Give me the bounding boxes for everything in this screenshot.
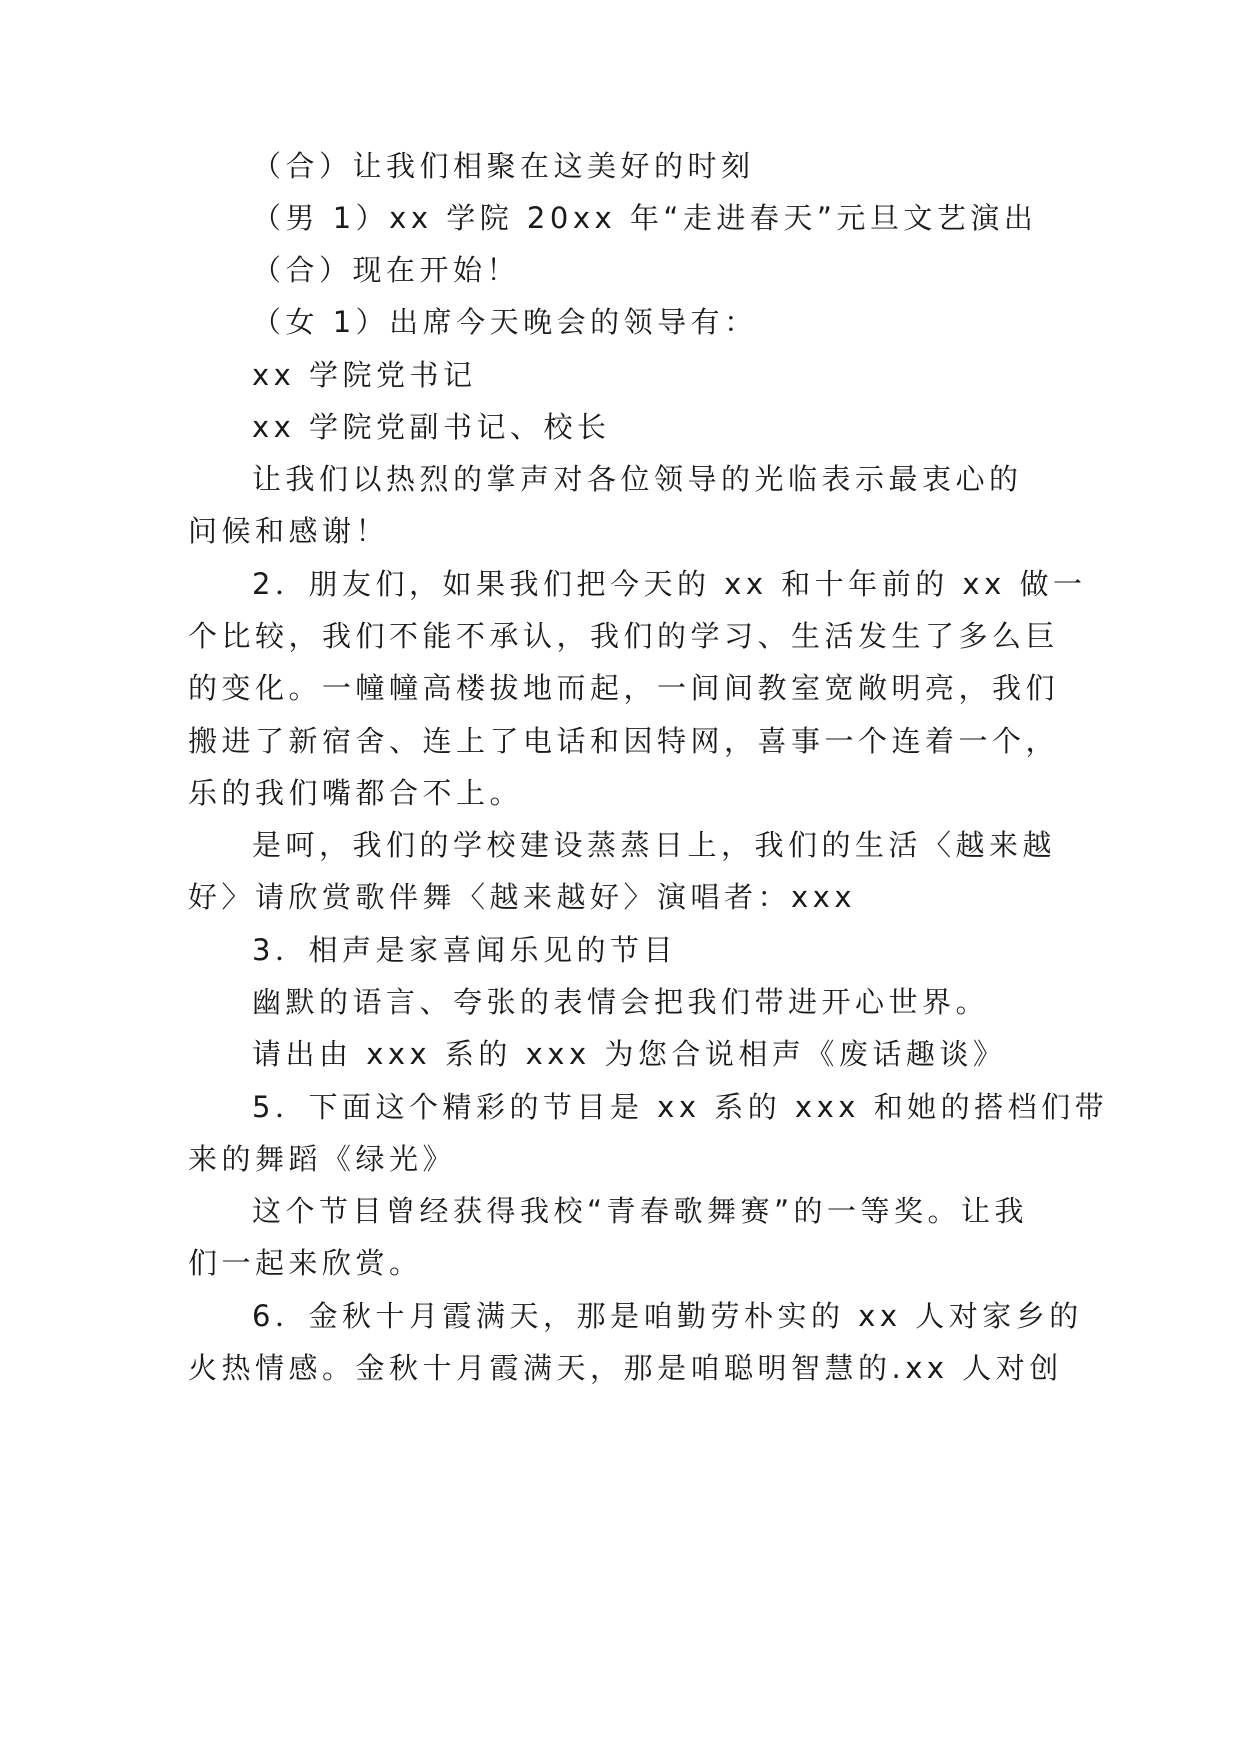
text-line: 这个节目曾经获得我校“青春歌舞赛”的一等奖。让我 (252, 1194, 1029, 1228)
text-line: 是呵，我们的学校建设蒸蒸日上，我们的生活〈越来越 (252, 828, 1057, 862)
text-line: 来的舞蹈《绿光》 (188, 1142, 457, 1176)
text-line: xx 学院党副书记、校长 (252, 410, 611, 444)
text-line: 2．朋友们，如果我们把今天的 xx 和十年前的 xx 做一 (252, 567, 1087, 601)
text-line: 好〉请欣赏歌伴舞〈越来越好〉演唱者：xxx (188, 880, 856, 914)
text-line: 们一起来欣赏。 (188, 1246, 423, 1280)
text-line: 让我们以热烈的掌声对各位领导的光临表示最衷心的 (252, 462, 1023, 496)
text-line: 乐的我们嘴都合不上。 (188, 776, 524, 810)
text-line: 问候和感谢！ (188, 514, 390, 548)
text-line: 幽默的语言、夸张的表情会把我们带进开心世界。 (252, 985, 990, 1019)
text-line: 个比较，我们不能不承认，我们的学习、生活发生了多么巨 (188, 619, 1060, 653)
text-line: xx 学院党书记 (252, 358, 477, 392)
text-line: 5．下面这个精彩的节目是 xx 系的 xxx 和她的搭档们带 (252, 1090, 1109, 1124)
text-line: （男 1）xx 学院 20xx 年“走进春天”元旦文艺演出 (252, 201, 1038, 235)
text-line: 搬进了新宿舍、连上了电话和因特网，喜事一个连着一个， (188, 724, 1060, 758)
text-line: 6．金秋十月霞满天，那是咱勤劳朴实的 xx 人对家乡的 (252, 1299, 1083, 1333)
text-line: （合）让我们相聚在这美好的时刻 (252, 149, 755, 183)
text-line: 3．相声是家喜闻乐见的节目 (252, 933, 677, 967)
text-line: 的变化。一幢幢高楼拔地而起，一间间教室宽敞明亮，我们 (188, 671, 1060, 705)
text-line: （合）现在开始！ (252, 253, 521, 287)
text-line: 火热情感。金秋十月霞满天，那是咱聪明智慧的.xx 人对创 (188, 1351, 1063, 1385)
text-line: （女 1）出席今天晚会的领导有： (252, 305, 758, 339)
text-line: 请出由 xxx 系的 xxx 为您合说相声《废话趣谈》 (252, 1037, 1007, 1071)
